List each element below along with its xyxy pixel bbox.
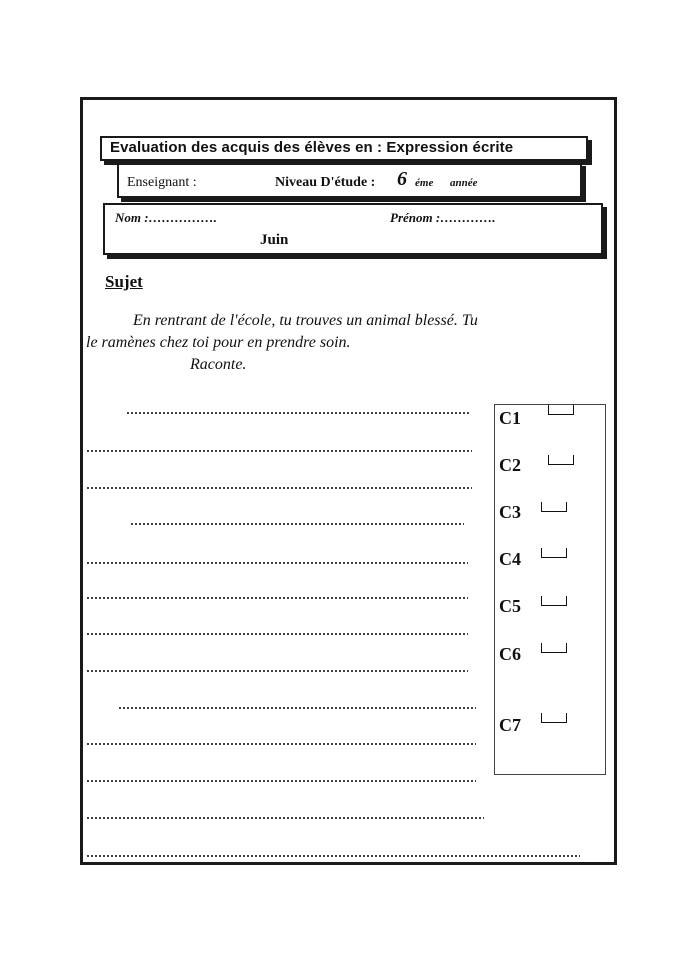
- writing-line[interactable]: [86, 817, 484, 819]
- criterion-c3: C3: [499, 502, 521, 522]
- level-year: année: [450, 177, 478, 189]
- subject-line-2: le ramènes chez toi pour en prendre soin.: [86, 334, 351, 351]
- writing-line[interactable]: [86, 487, 472, 489]
- level-suffix: éme: [415, 177, 434, 189]
- criterion-c6: C6: [499, 644, 521, 664]
- writing-line[interactable]: [86, 743, 476, 745]
- criterion-c2: C2: [499, 455, 521, 475]
- subject-title: Sujet: [105, 272, 143, 291]
- checkbox-c1[interactable]: [548, 405, 574, 415]
- writing-line[interactable]: [118, 707, 476, 709]
- writing-line[interactable]: [86, 780, 476, 782]
- student-name-box: [103, 203, 603, 255]
- writing-line[interactable]: [86, 562, 468, 564]
- subject-line-1: En rentrant de l'école, tu trouves un animal blessé. Tu: [133, 312, 478, 329]
- writing-line[interactable]: [130, 523, 464, 525]
- criterion-c5: C5: [499, 596, 521, 616]
- checkbox-c3[interactable]: [541, 502, 567, 512]
- writing-line[interactable]: [86, 855, 580, 857]
- name-field[interactable]: Nom :…………….: [115, 210, 217, 225]
- checkbox-c7[interactable]: [541, 713, 567, 723]
- subject-line-3: Raconte.: [190, 356, 247, 373]
- checkbox-c5[interactable]: [541, 596, 567, 606]
- level-label: Niveau D'étude :: [275, 175, 376, 190]
- writing-line[interactable]: [86, 670, 468, 672]
- checkbox-c6[interactable]: [541, 643, 567, 653]
- teacher-label: Enseignant :: [127, 175, 197, 190]
- teacher-level-box: [117, 162, 582, 198]
- writing-line[interactable]: [126, 412, 469, 414]
- evaluation-title: Evaluation des acquis des élèves en : Expression écrite: [110, 139, 514, 156]
- month-label: Juin: [260, 232, 289, 248]
- checkbox-c4[interactable]: [541, 548, 567, 558]
- writing-line[interactable]: [86, 597, 468, 599]
- title-box: [100, 136, 588, 161]
- firstname-field[interactable]: Prénom :………….: [390, 210, 496, 225]
- criterion-c7: C7: [499, 715, 521, 735]
- level-number: 6: [397, 168, 407, 190]
- checkbox-c2[interactable]: [548, 455, 574, 465]
- writing-line[interactable]: [86, 450, 472, 452]
- criterion-c4: C4: [499, 549, 521, 569]
- writing-line[interactable]: [86, 633, 468, 635]
- criterion-c1: C1: [499, 408, 521, 428]
